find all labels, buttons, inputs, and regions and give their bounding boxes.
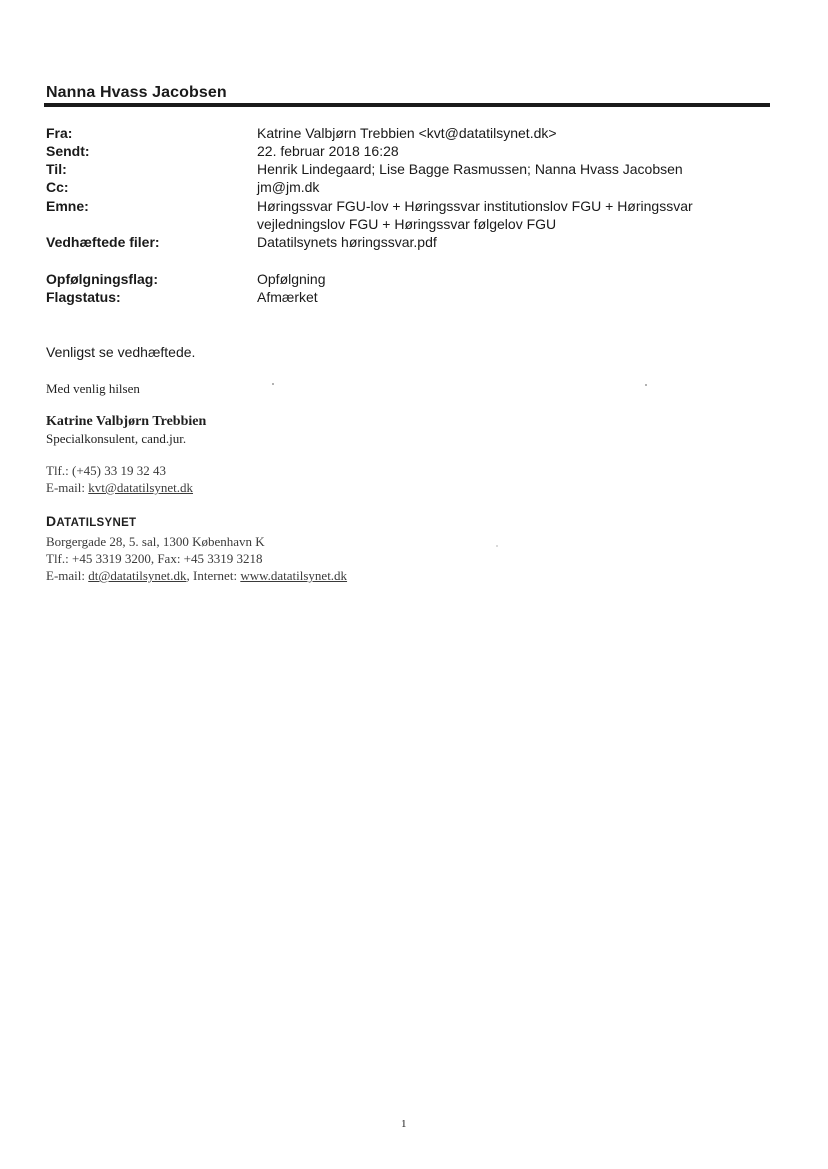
from-value: Katrine Valbjørn Trebbien <kvt@datatilsynet.dk> — [257, 125, 557, 141]
flagstatus-value: Afmærket — [257, 289, 318, 305]
scan-speck — [496, 545, 498, 547]
followup-label: Opfølgningsflag: — [46, 271, 158, 287]
sent-value: 22. februar 2018 16:28 — [257, 143, 399, 159]
signature-name: Katrine Valbjørn Trebbien — [46, 414, 207, 429]
sent-label: Sendt: — [46, 143, 90, 159]
organization-name — [46, 513, 136, 529]
to-value: Henrik Lindegaard; Lise Bagge Rasmussen; Nanna Hvass Jacobsen — [257, 161, 683, 177]
scan-speck — [645, 384, 647, 386]
attachments-label: Vedhæftede filer: — [46, 234, 160, 250]
signature-email-link[interactable]: kvt@datatilsynet.dk — [88, 480, 194, 495]
flagstatus-label: Flagstatus: — [46, 289, 121, 305]
org-phone-fax: Tlf.: +45 3319 3200, Fax: +45 3319 3218 — [46, 551, 263, 566]
website-link[interactable]: www.datatilsynet.dk — [240, 568, 348, 583]
page-number: 1 — [401, 1118, 407, 1130]
cc-label: Cc: — [46, 179, 69, 195]
signature-phone: Tlf.: (+45) 33 19 32 43 — [46, 463, 166, 478]
body-text: Venligst se vedhæftede. — [46, 344, 196, 360]
subject-line-1: Høringssvar FGU-lov + Høringssvar institutionslov FGU + Høringssvar — [257, 198, 693, 214]
subject-line-2: vejledningslov FGU + Høringssvar følgelov FGU — [257, 216, 557, 232]
header-divider — [44, 103, 770, 107]
org-initial: D — [46, 513, 57, 529]
scan-speck — [272, 383, 274, 385]
greeting: Med venlig hilsen — [46, 381, 140, 396]
from-label: Fra: — [46, 125, 73, 141]
to-label: Til: — [46, 161, 67, 177]
org-email-label: E-mail: — [46, 568, 89, 583]
signature-email-line — [46, 479, 193, 496]
signature-email-label: E-mail: — [46, 480, 89, 495]
org-rest: ATATILSYNET — [56, 517, 137, 529]
cc-value: jm@jm.dk — [257, 179, 320, 195]
org-address: Borgergade 28, 5. sal, 1300 København K — [46, 534, 265, 549]
org-email-link[interactable]: dt@datatilsynet.dk — [88, 568, 187, 583]
followup-value: Opfølgning — [257, 271, 326, 287]
org-contact-line — [46, 567, 347, 584]
internet-label: , Internet: — [186, 568, 241, 583]
signature-title: Specialkonsulent, cand.jur. — [46, 431, 187, 446]
mailbox-owner-name: Nanna Hvass Jacobsen — [46, 84, 227, 101]
attachment-filename[interactable]: Datatilsynets høringssvar.pdf — [257, 234, 437, 250]
subject-label: Emne: — [46, 198, 89, 214]
